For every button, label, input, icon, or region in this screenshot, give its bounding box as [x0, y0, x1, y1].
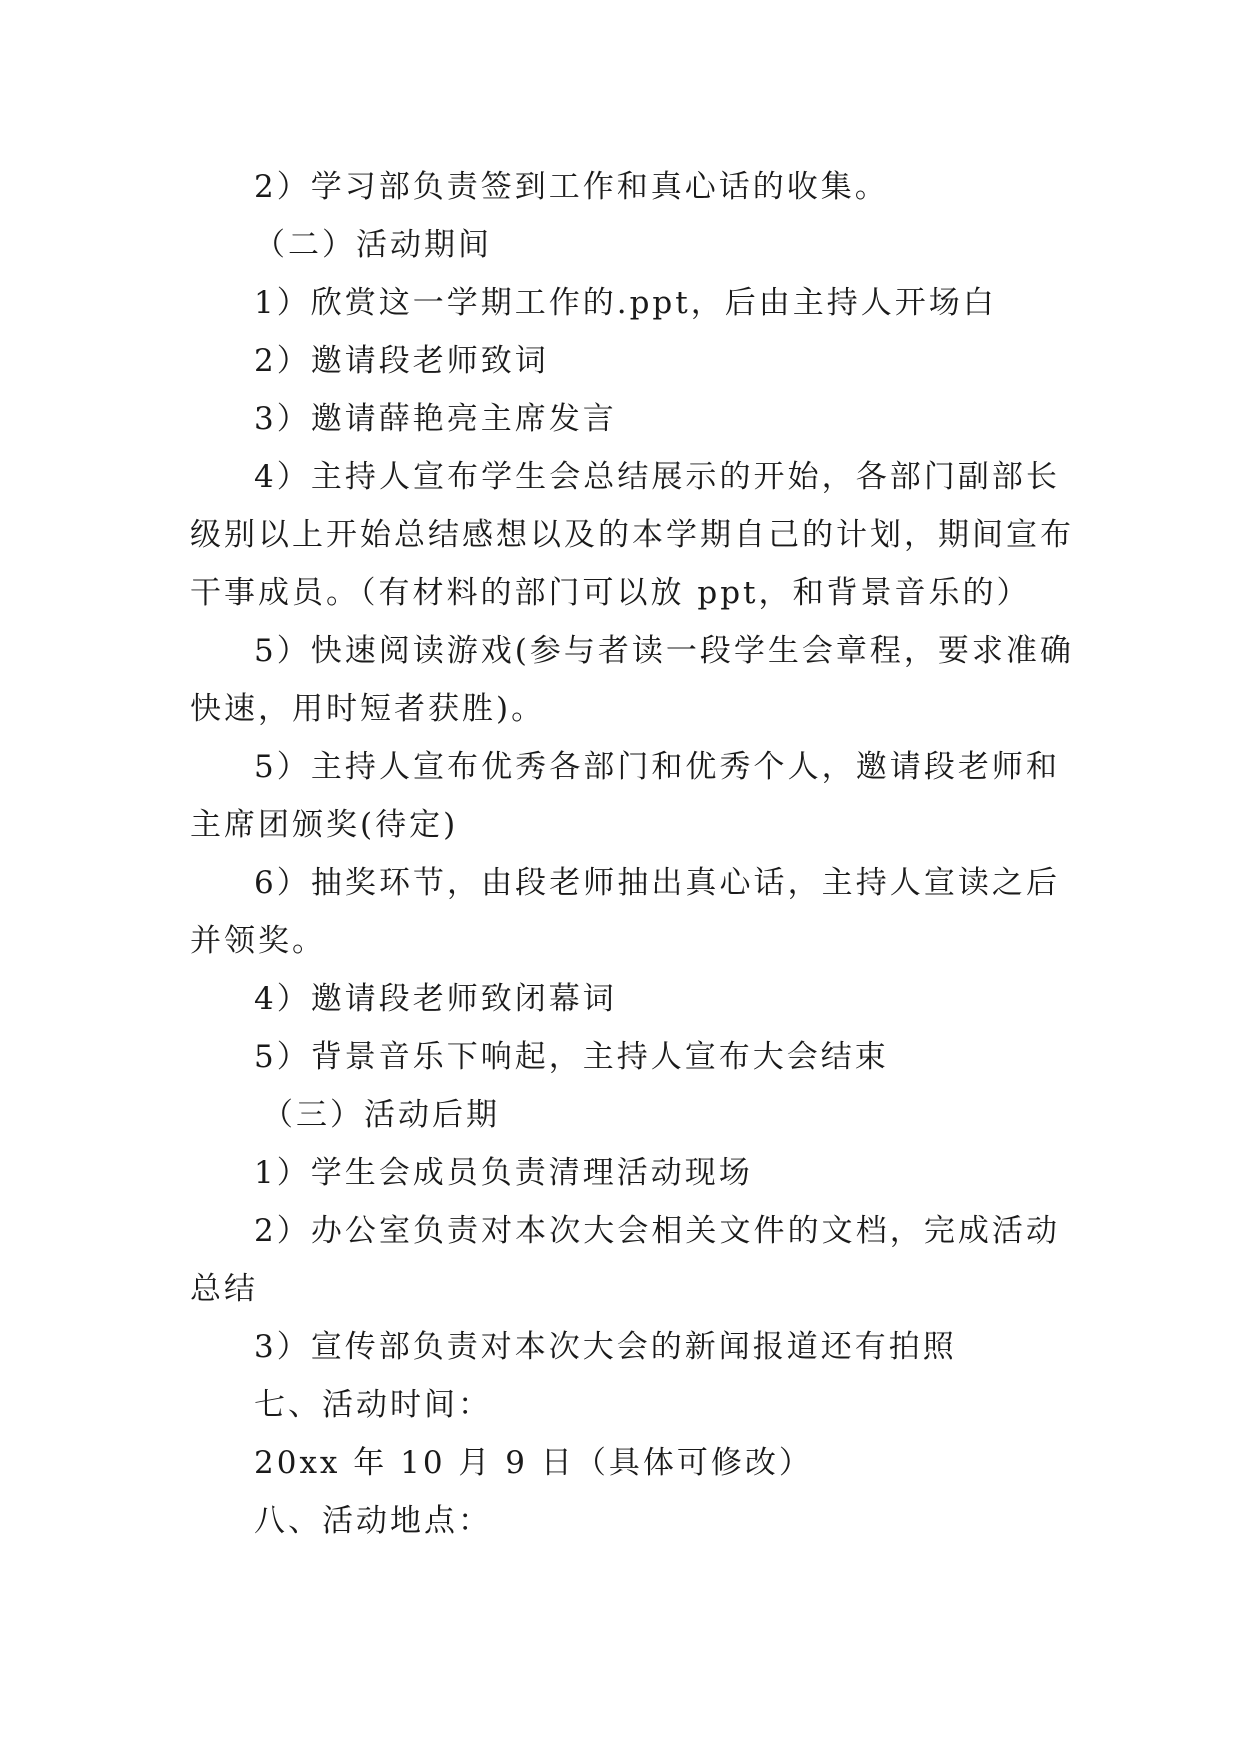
paragraph-line: 并领奖。 — [190, 923, 326, 959]
paragraph-line: 2）邀请段老师致词 — [254, 343, 549, 379]
document-body — [190, 158, 1074, 1550]
paragraph-line: 20xx 年 10 月 9 日（具体可修改） — [254, 1445, 813, 1481]
paragraph-line: 6）抽奖环节，由段老师抽出真心话，主持人宣读之后 — [254, 865, 1060, 901]
paragraph-line: 5）背景音乐下响起，主持人宣布大会结束 — [254, 1039, 889, 1075]
paragraph-line: 4）主持人宣布学生会总结展示的开始，各部门副部长 — [254, 459, 1060, 495]
paragraph-line: 1）学生会成员负责清理活动现场 — [254, 1155, 753, 1191]
paragraph-line: 4）邀请段老师致闭幕词 — [254, 981, 617, 1017]
paragraph-line: 2）办公室负责对本次大会相关文件的文档，完成活动 — [254, 1213, 1060, 1249]
section-heading: 七、活动时间： — [254, 1387, 492, 1423]
paragraph-line: 快速，用时短者获胜)。 — [190, 691, 546, 727]
section-heading: 八、活动地点： — [254, 1503, 492, 1539]
paragraph-line: 2）学习部负责签到工作和真心话的收集。 — [254, 169, 889, 205]
paragraph-line: 干事成员。（有材料的部门可以放 ppt，和背景音乐的） — [190, 575, 1031, 611]
paragraph-line: 主席团颁奖(待定) — [190, 807, 459, 843]
section-heading: （三）活动后期 — [262, 1097, 500, 1133]
section-heading: （二）活动期间 — [254, 227, 492, 263]
paragraph-line: 级别以上开始总结感想以及的本学期自己的计划，期间宣布 — [190, 517, 1074, 553]
paragraph-line: 5）快速阅读游戏(参与者读一段学生会章程，要求准确 — [254, 633, 1074, 669]
paragraph-line: 3）宣传部负责对本次大会的新闻报道还有拍照 — [254, 1329, 957, 1365]
paragraph-line: 5）主持人宣布优秀各部门和优秀个人，邀请段老师和 — [254, 749, 1060, 785]
paragraph-line: 3）邀请薛艳亮主席发言 — [254, 401, 617, 437]
paragraph-line: 总结 — [190, 1271, 258, 1307]
paragraph-line: 1）欣赏这一学期工作的.ppt，后由主持人开场白 — [254, 285, 997, 321]
